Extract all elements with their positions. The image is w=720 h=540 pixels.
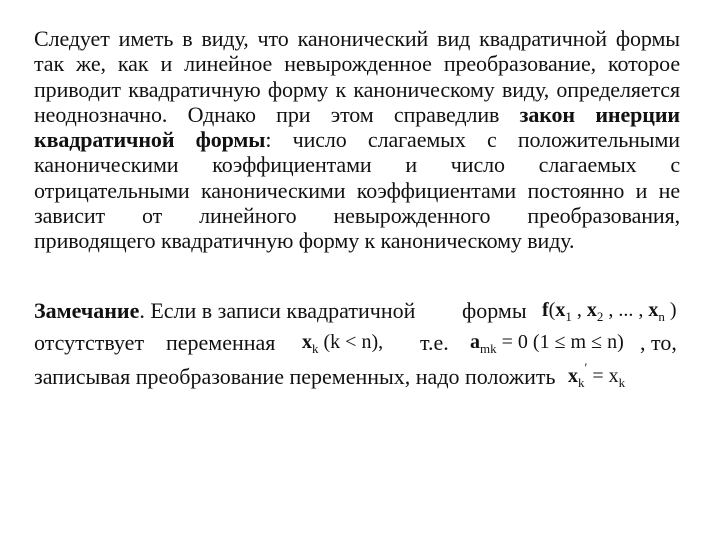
x2-subscript: 2 xyxy=(596,309,604,324)
absent-word: отсутствует xyxy=(34,330,145,355)
form-function-formula: $f(x_1$ , $x_2$ , ... , $x_n$ ) xyxy=(542,299,677,324)
f-symbol: f xyxy=(542,299,549,321)
xk-substitution-formula xyxy=(568,360,626,390)
k-less-n: (k < n) xyxy=(323,331,379,353)
xk-prime-subscript: k xyxy=(578,375,585,390)
forms-word: формы xyxy=(462,298,527,323)
x1-subscript: 1 xyxy=(565,309,572,324)
paragraph-text-start: Следует иметь в виду, что канонический вид квадратичной формы так же, как и линейное невырожденное преобразование, которое приводит квадратичную форму к каноническому виду, определяется неоднозначно. Однако при этом справедлив xyxy=(34,26,680,127)
equals-xk: = x xyxy=(592,365,619,387)
xn-subscript: n xyxy=(658,309,665,324)
remark-label-dot: . xyxy=(139,298,145,323)
remark-line3-text: записывая преобразование переменных, надо положить xyxy=(34,364,556,389)
paragraph-text-end: : число слагаемых с положительными каноническими коэффициентами и число слагаемых с отрицательными каноническими коэффициентами постоянно и не зависит от линейного невырожденного преобразования, приводящего квадратичную форму к каноническому виду. xyxy=(34,127,680,254)
x1-symbol: x xyxy=(555,299,566,321)
then-word: , то, xyxy=(640,330,677,355)
xk-prime-symbol: x xyxy=(568,365,578,387)
law-of-inertia-paragraph xyxy=(34,26,680,254)
xk-formula xyxy=(302,331,383,354)
xk-symbol: x xyxy=(302,331,312,353)
ellipsis: , ... , xyxy=(608,299,644,321)
comma: , xyxy=(378,331,384,353)
a-mk-formula xyxy=(470,331,624,354)
te-abbrev: т.е. xyxy=(420,330,449,355)
xn-symbol: x xyxy=(648,299,659,321)
a-subscript: mk xyxy=(480,341,497,356)
remark-line1-text: Если в записи квадратичной xyxy=(150,298,416,323)
x2-symbol: x xyxy=(586,299,597,321)
law-of-inertia-term: закон инерции квадратичной формы xyxy=(34,101,681,153)
equals-xk-subscript: k xyxy=(618,375,626,390)
xk-subscript: k xyxy=(312,341,319,356)
prime-mark: ′ xyxy=(584,360,588,375)
a-symbol: a xyxy=(470,331,480,353)
variable-word: переменная xyxy=(166,330,276,355)
remark-label: Замечание xyxy=(34,298,140,323)
a-condition: = 0 (1 ≤ m ≤ n) xyxy=(501,331,624,353)
